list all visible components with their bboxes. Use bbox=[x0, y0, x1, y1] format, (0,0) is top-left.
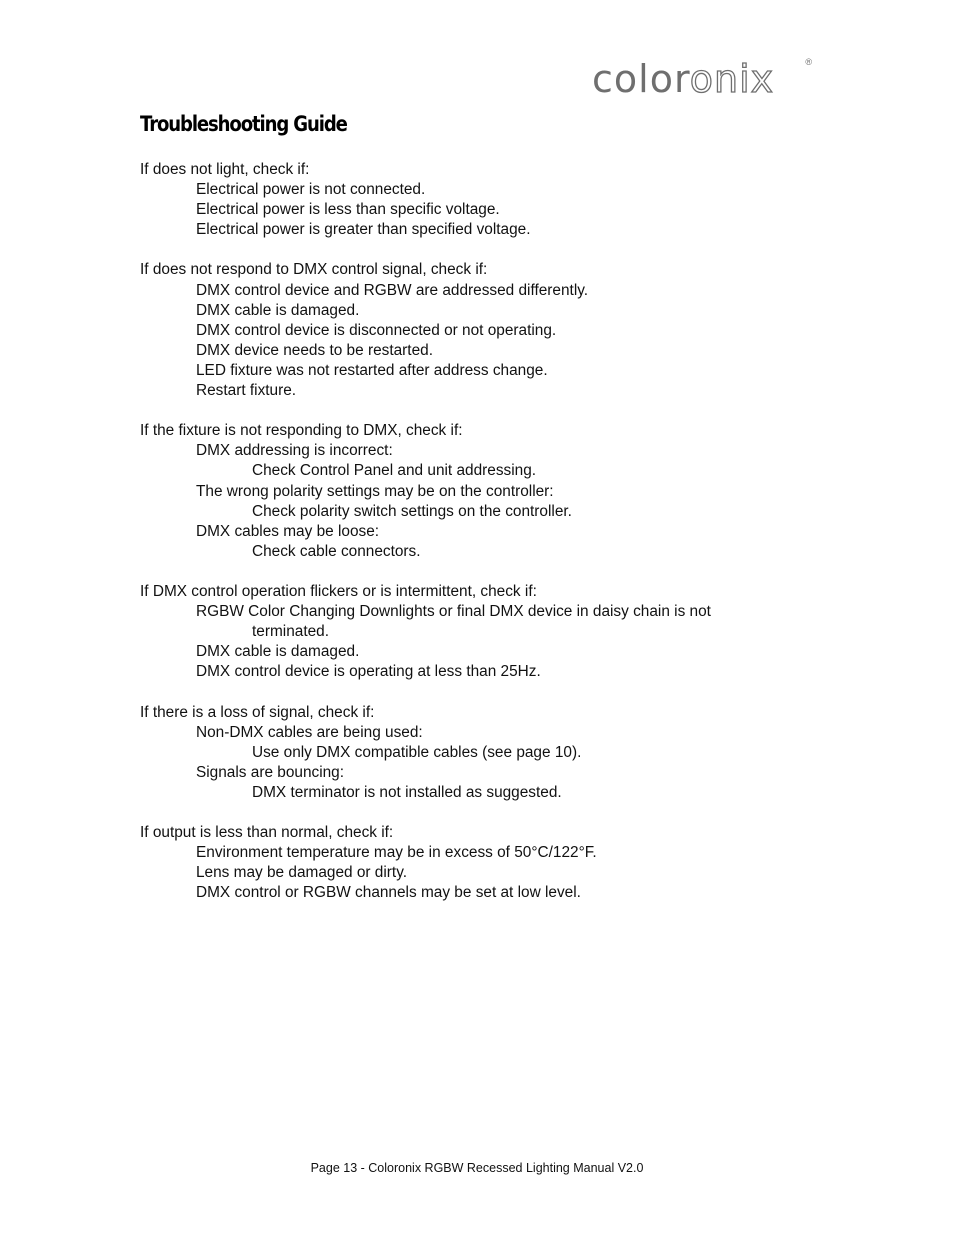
registered-mark: ® bbox=[805, 57, 812, 67]
page-title: Troubleshooting Guide bbox=[140, 112, 347, 136]
list-subitem: DMX terminator is not installed as suggested. bbox=[252, 783, 562, 801]
list-item: Electrical power is not connected. bbox=[196, 181, 426, 199]
list-item-continuation: terminated. bbox=[252, 623, 329, 641]
list-item: DMX addressing is incorrect: bbox=[196, 442, 393, 460]
page-footer: Page 13 - Coloronix RGBW Recessed Lighting Manual V2.0 bbox=[310, 1161, 644, 1175]
brand-wordmark-solid: color bbox=[592, 57, 690, 101]
list-item: LED fixture was not restarted after address change. bbox=[196, 361, 548, 379]
list-item: Lens may be damaged or dirty. bbox=[196, 864, 408, 882]
list-item: Restart fixture. bbox=[196, 382, 297, 400]
list-subitem: Check polarity switch settings on the controller. bbox=[252, 502, 572, 520]
section-heading: If does not respond to DMX control signal, check if: bbox=[140, 261, 488, 279]
list-item: DMX cable is damaged. bbox=[196, 643, 360, 661]
section-signal-loss bbox=[140, 703, 820, 803]
section-no-dmx-response bbox=[140, 260, 820, 401]
list-item: DMX control device is operating at less than 25Hz. bbox=[196, 663, 541, 681]
list-item: DMX cables may be loose: bbox=[196, 522, 380, 540]
list-item: RGBW Color Changing Downlights or final DMX device in daisy chain is not bbox=[196, 603, 711, 621]
section-heading: If output is less than normal, check if: bbox=[140, 824, 394, 842]
section-low-output bbox=[140, 823, 820, 903]
section-no-light bbox=[140, 160, 820, 240]
troubleshooting-content bbox=[140, 160, 820, 924]
brand-wordmark bbox=[592, 57, 774, 101]
section-heading: If the fixture is not responding to DMX, check if: bbox=[140, 422, 463, 440]
list-item: DMX control device is disconnected or not operating. bbox=[196, 321, 557, 339]
list-item: Electrical power is greater than specified voltage. bbox=[196, 221, 531, 239]
brand-wordmark-outline: onix bbox=[689, 57, 775, 101]
list-item: DMX control or RGBW channels may be set at low level. bbox=[196, 884, 581, 902]
section-flicker bbox=[140, 582, 820, 682]
list-subitem: Check Control Panel and unit addressing. bbox=[252, 462, 537, 480]
list-item: Environment temperature may be in excess of 50°C/122°F. bbox=[196, 844, 597, 862]
list-item: DMX device needs to be restarted. bbox=[196, 341, 433, 359]
section-heading: If does not light, check if: bbox=[140, 161, 310, 178]
list-item: DMX control device and RGBW are addressed differently. bbox=[196, 281, 589, 299]
list-subitem: Use only DMX compatible cables (see page 10). bbox=[252, 743, 582, 761]
list-subitem: Check cable connectors. bbox=[252, 542, 421, 560]
section-fixture-not-responding bbox=[140, 421, 820, 562]
section-heading: If DMX control operation flickers or is intermittent, check if: bbox=[140, 582, 537, 600]
list-item: Non-DMX cables are being used: bbox=[196, 723, 423, 741]
list-item: DMX cable is damaged. bbox=[196, 301, 360, 319]
list-item: The wrong polarity settings may be on the controller: bbox=[196, 482, 554, 500]
list-item: Signals are bouncing: bbox=[196, 763, 345, 781]
list-item: Electrical power is less than specific voltage. bbox=[196, 201, 500, 219]
brand-logo bbox=[592, 55, 812, 103]
section-heading: If there is a loss of signal, check if: bbox=[140, 703, 375, 721]
